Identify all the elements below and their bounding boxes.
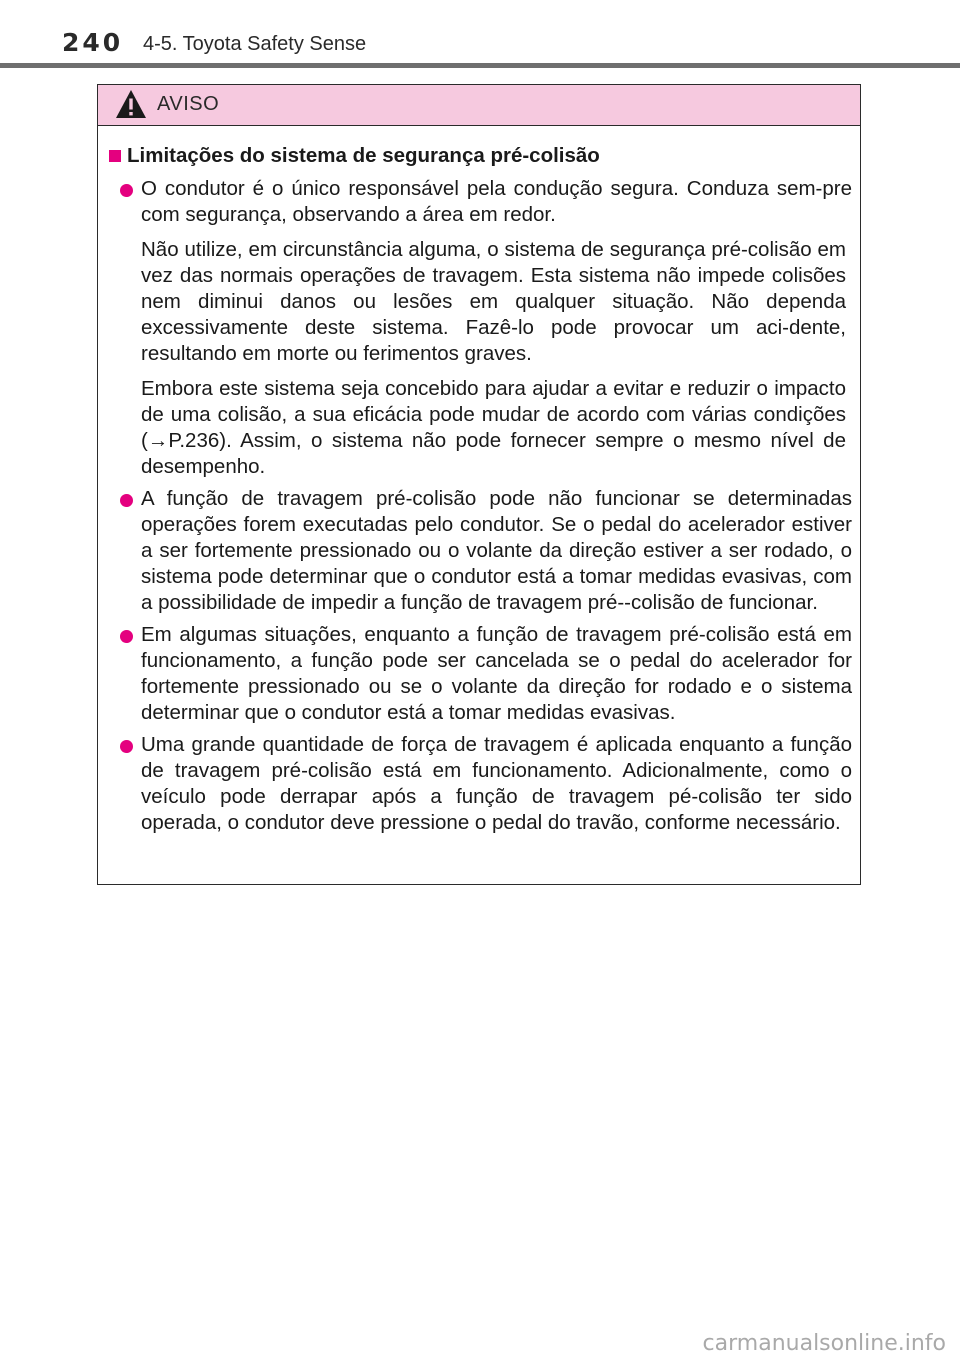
warning-box bbox=[97, 84, 861, 885]
page-header bbox=[0, 0, 960, 68]
warning-triangle-icon bbox=[115, 89, 147, 119]
header-divider bbox=[0, 63, 960, 68]
list-item bbox=[108, 176, 852, 480]
paragraph: Em algumas situações, enquanto a função de travagem pré-colisão está em funcionamento, a função pode ser cancelada se o pedal do acelerador for fortemente pressionado ou se o volante da direção for rodado e o sistema determinar que o condutor está a tomar medidas evasivas. bbox=[141, 623, 852, 724]
paragraph: A função de travagem pré-colisão pode não funcionar se determinadas operações forem executadas pelo condutor. Se o pedal do acelerador estiver a ser fortemente pressionado ou o volante da direção estiver a ser rodado, o sistema pode determinar que o condutor está a tomar medidas evasivas, com a possibilidade de impedir a função de travagem pré--colisão de funcionar. bbox=[141, 487, 852, 614]
warning-title: AVISO bbox=[157, 93, 220, 115]
paragraph: Não utilize, em circunstância alguma, o sistema de segurança pré-colisão em vez das normais operações de travagem. Esta sistema não impede colisões nem diminui danos ou lesões em qualquer situação. Não dependa excessivamente deste sistema. Fazê-lo pode provocar um aci-dente, resultando em morte ou ferimentos graves. bbox=[141, 238, 846, 365]
circle-bullet-icon bbox=[120, 630, 133, 643]
subsection-heading-text: Limitações do sistema de segurança pré-colisão bbox=[127, 144, 600, 167]
circle-bullet-icon bbox=[120, 494, 133, 507]
paragraph: Uma grande quantidade de força de travagem é aplicada enquanto a função de travagem pré-colisão está em funcionamento. Adicionalmente, como o veículo pode derrapar após a função de travagem pé-colisão ter sido operada, o condutor deve pressione o pedal do travão, conforme necessário. bbox=[141, 733, 852, 834]
warning-header bbox=[98, 85, 860, 126]
paragraph: Embora este sistema seja concebido para ajudar a evitar e reduzir o impacto de uma colisão, a sua eficácia pode mudar de acordo com várias condições (→P.236). Assim, o sistema não pode fornecer sempre o mesmo nível de desempenho. bbox=[141, 377, 846, 478]
circle-bullet-icon bbox=[120, 740, 133, 753]
list-item bbox=[108, 732, 852, 836]
paragraph: O condutor é o único responsável pela condução segura. Conduza sem-pre com segurança, observando a área em redor. bbox=[141, 177, 852, 226]
list-item bbox=[108, 622, 852, 726]
page-number: 240 bbox=[62, 28, 124, 57]
watermark[interactable]: carmanualsonline.info bbox=[702, 1331, 946, 1356]
section-title: 4-5. Toyota Safety Sense bbox=[143, 33, 367, 55]
list-item bbox=[108, 486, 852, 616]
square-bullet-icon bbox=[109, 150, 121, 162]
circle-bullet-icon bbox=[120, 184, 133, 197]
subsection-heading bbox=[108, 141, 852, 170]
warning-body bbox=[98, 126, 860, 836]
